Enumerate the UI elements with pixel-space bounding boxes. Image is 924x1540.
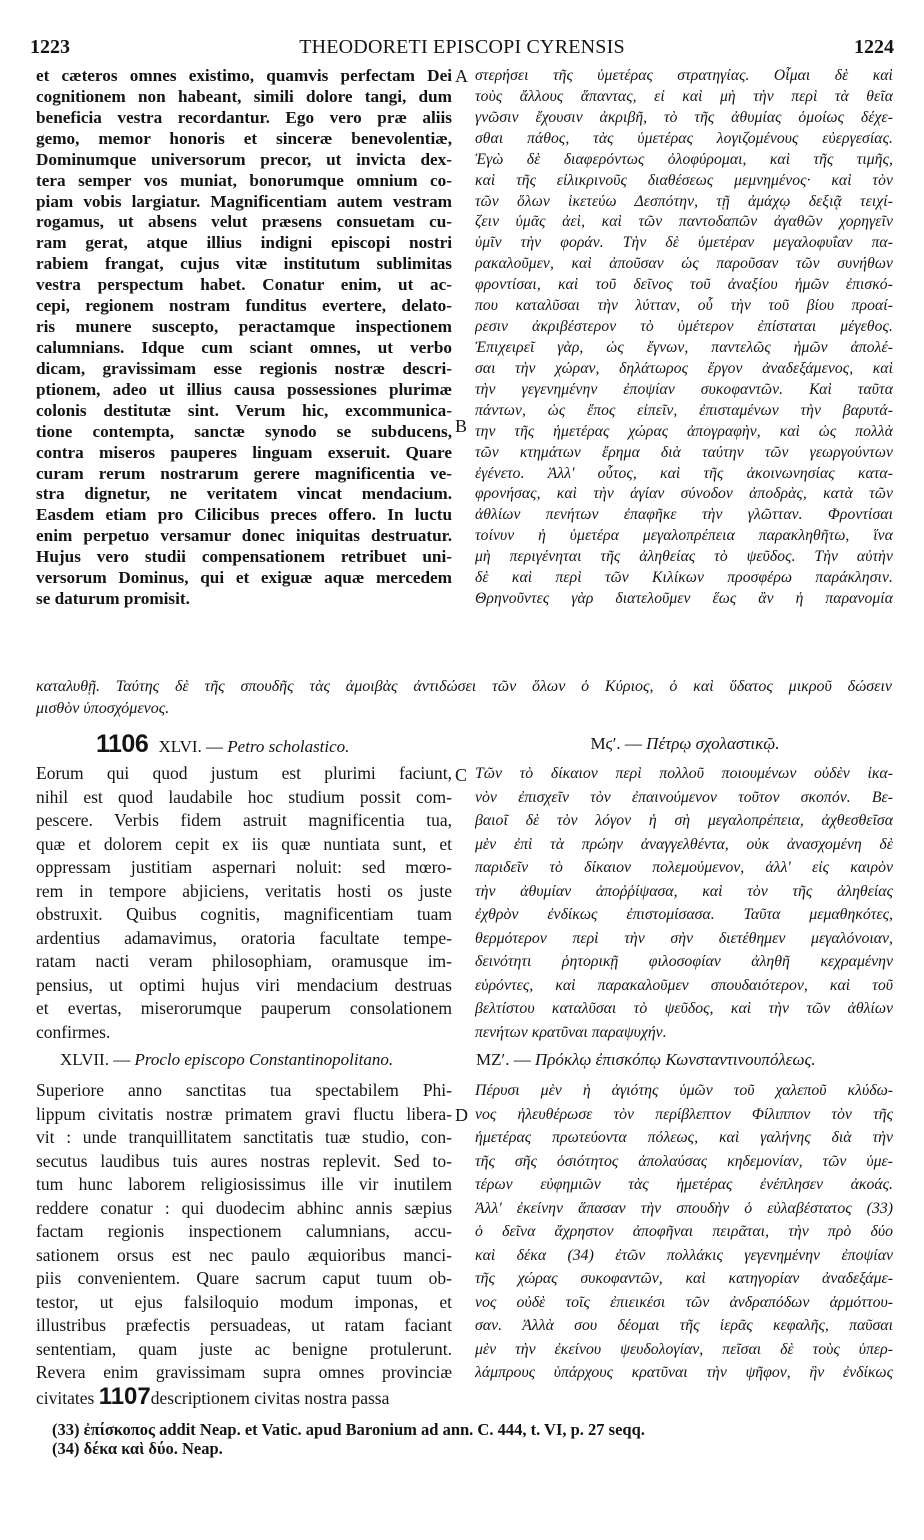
letter-46-greek-heading [476, 734, 894, 754]
latin-text-line: factam regionis inspectionem calumnians, accu- [36, 1221, 452, 1241]
letter-47-greek-text [475, 1079, 893, 1385]
letter-47-greek-heading [476, 1050, 816, 1070]
latin-text-line: rogamus, ut absens velut præsens consuetam cu- [36, 212, 452, 232]
greek-text-line: τοὺς ἄλλους ἅπαντας, εἰ καὶ μὴ τὴν περὶ τὰ θεῖα [475, 87, 893, 105]
latin-text-line: vestra perspectum habet. Conatur enim, ut ac- [36, 275, 452, 295]
margin-marker-b: B [455, 416, 468, 436]
greek-text-line: Ἐγὼ δὲ διαφερόντως ὀλοφύρομαι, καὶ τῆς τιμῆς, [475, 150, 893, 168]
latin-text-line: ptionem, adeo ut illius causa possessiones plurimæ [36, 379, 452, 399]
latin-text-line: curam rerum nostrarum gerere magnificentia ve- [36, 463, 452, 483]
latin-text-line: sationem orsus est nec paulo æquioribus manci- [36, 1244, 452, 1265]
greek-text-line: πάντων, ὡς ἔπος εἰπεῖν, ἐπισταμένων τὴν βαρυτά- [475, 401, 893, 419]
greek-fullwidth-ending [36, 676, 892, 719]
page-number-right: 1224 [854, 36, 894, 58]
letter-46-latin-text [36, 762, 452, 1044]
footnote: (34) δέκα καὶ δύο. Neap. [52, 1439, 223, 1458]
margin-marker-c: C [455, 765, 468, 785]
latin-text-line: nihil est quod laudabile hoc studium possit com- [36, 786, 452, 807]
latin-text-line: pensius, ut optimi hujus viri mendacium destruas [36, 974, 452, 995]
letter-46-greek-text [475, 762, 893, 1044]
greek-text-line: μὴ περιγένηται τῆς ἀληθείας τὸ ψεῦδος. Τὴν αὐτὴν [475, 548, 893, 566]
latin-text-line: et evertas, miserorumque pauperum consolationem [36, 998, 452, 1018]
latin-text-line: pescere. Verbis fidem astruit magnificentia tua, [36, 810, 452, 830]
running-header [30, 36, 894, 62]
letter-46-latin-addressee: Petro scholastico. [227, 737, 350, 756]
latin-text-line: Hujus vero studii compensationem retribuet uni- [36, 547, 452, 567]
latin-text-line: tera semper vos muniat, bonorumque omnium co- [36, 170, 452, 190]
latin-text-line: dicam, gravissimam esse regionis nostræ descri- [36, 358, 452, 378]
latin-text-line: se daturum promisit. [36, 589, 190, 609]
latin-text-line: Eorum qui quod justum est plurimi faciunt, [36, 763, 452, 783]
greek-text-line: πενήτων κρατῦναι παραψυχήν. [475, 1023, 667, 1041]
latin-text-line: piam vobis largiatur. Magnificentiam autem vestram [36, 191, 452, 211]
latin-text-line: piis convenientem. Quare sacrum caput tuum ob- [36, 1268, 452, 1288]
letter-47-greek-addressee: Πρόκλῳ ἐπισκόπῳ Κωνσταντινουπόλεως. [534, 1050, 816, 1069]
greek-text-line: τὴν ἀθυμίαν ἀποῤῥίψασα, καὶ τὸν τῆς ἀληθείας [475, 882, 893, 900]
latin-text-line: Easdem etiam pro Cilicibus preces offero. In luctu [36, 505, 452, 525]
greek-text-line: δὲ καὶ περὶ τῶν Κιλίκων προσφέρω παράκλησιν. [475, 569, 893, 587]
greek-text-line: ρεσιν ἀκριβέστερον τὸ ὑμέτερον ἐπίσταται μέγεθος. [475, 318, 893, 336]
column-number-1107: 1107 [98, 1384, 151, 1410]
latin-text-line: cognitionem non habeant, simili dolore tangi, dum [36, 86, 452, 106]
greek-text-line: μὲν τὴν ἐκείνου ψευδολογίαν, πεῖσαι δὲ τοὺς ὑπερ- [475, 1340, 893, 1358]
latin-text-line: beneficia vestra recordantur. Ego vero præ aliis [36, 107, 452, 127]
footnotes [52, 1420, 892, 1458]
greek-text-line: παριδεῖν τὸ δίκαιον πολεμούμενον, ἀλλ' εἰς καιρὸν [475, 859, 893, 876]
greek-text-line: σθαι πάθος, τὰς ὑμετέρας λογιζομένους εὐεργεσίας. [475, 129, 893, 147]
letter-46-latin-number: XLVI. — [158, 737, 224, 756]
latin-text-line: cepi, regionem nostram funditus evertere, delato- [36, 296, 452, 316]
latin-text-line: gemo, memor honoris et sinceræ benevolentiæ, [36, 128, 452, 148]
greek-text-line: Θρηνοῦντες γὰρ διατελοῦμεν ἕως ἂν ἡ παρανομία [475, 590, 893, 608]
latin-text-line: reddere conatur : qui duodecim abhinc annis sæpius [36, 1197, 452, 1218]
greek-text-line: την τῆς ἡμετέρας χώρας ἀπογραφὴν, καὶ ὡς πολλὰ [475, 422, 893, 440]
greek-text-line: ἡμετέρας πρωτεύοντα πόλεως, καὶ γαλήνης διὰ τὴν [475, 1129, 893, 1146]
letter-47-latin-addressee: Proclo episcopo Constantinopolitano. [134, 1050, 394, 1069]
greek-text-line: τῆς σῆς ὁσιότητος ἀπολαύσας κηδεμονίαν, τῶν ὑμε- [475, 1152, 893, 1170]
latin-text-line: Superiore anno sanctitas tua spectabilem Phi- [36, 1080, 452, 1100]
latin-text-line: tum hunc laborem religiosissimus ille vir inutilem [36, 1174, 452, 1194]
greek-text-line: μὲν ἐπὶ τὰ πρώην ἀναγγελθέντα, οὐκ ἀνασχομένη δὲ [475, 835, 893, 853]
greek-text-line: νὸν ἐπισχεῖν τὸν ἐπαινούμενον τοῦτον σκοπόν. Βε- [475, 788, 893, 806]
latin-text-line: lippum civitatis nostræ primatem gravi fluctu libera- [36, 1103, 452, 1124]
greek-text-line: νος οὐδὲ τοῖς ἐπιεικέσι τῶν ἀνδραπόδων ἁρμόττου- [475, 1293, 893, 1311]
latin-text-line: enim perpetuo versamur donec iniquitas destruatur. [36, 526, 452, 546]
letter-46-greek-number: Μϛʹ. — [590, 734, 642, 753]
margin-marker-a: A [455, 66, 468, 86]
greek-text-line: καταλυθῇ. Ταύτης δὲ τῆς σπουδῆς τὰς ἀμοιβὰς ἀντιδώσει τῶν ὅλων ὁ Κύριος, ὁ καὶ ὕδατος μικροῦ δώσειν [36, 678, 892, 695]
latin-line-fragment: descriptionem civitas nostra passa [150, 1387, 390, 1408]
greek-text-line: νος ἠλευθέρωσε τὸν περίβλεπτον Φίλιππον τὸν τῆς [475, 1105, 893, 1123]
letter-46-greek-addressee: Πέτρῳ σχολαστικῷ. [646, 734, 780, 753]
greek-text-line: καὶ δέκα (34) ἐτῶν πολλάκις γεγενημένην ἐποψίαν [475, 1246, 893, 1264]
greek-text-line: φροντίσαι, καὶ τοῦ δεῖνος τοῦ ἀναξίου ἡμῶν ἐπισκό- [475, 276, 893, 294]
greek-text-line: φρονήσας, καὶ τὴν ἁγίαν σύνοδον ἀποδρὰς, κατὰ τῶν [475, 485, 893, 503]
page-number-left: 1223 [30, 36, 70, 58]
latin-text-line: ris munere suscepto, peractamque inspectionem [36, 317, 452, 337]
letter-47-latin-heading [60, 1050, 393, 1070]
latin-text-line: illustribus præfectis persuadeas, ut ratam faciant [36, 1315, 452, 1335]
greek-text-line: θερμότερον περὶ τὴν σὴν διετέθημεν μεγαλόνοιαν, [475, 929, 893, 947]
latin-text-line: confirmes. [36, 1021, 111, 1042]
greek-text-line: Πέρυσι μὲν ἡ ἁγιότης ὑμῶν τοῦ χαλεποῦ κλύδω- [475, 1082, 893, 1099]
latin-text-line: et cæteros omnes existimo, quamvis perfectam Dei [36, 66, 452, 85]
greek-text-line: ὑμῖν τὴν φοράν. Τὴν δὲ ὑμετέραν μεγαλοφυΐαν πα- [475, 234, 893, 252]
greek-text-line: γνῶσιν ἔχουσιν ἀκριβῆ, τὸ τῆς ἀθυμίας ὁμοίως δέχε- [475, 108, 893, 126]
running-title: THEODORETI EPISCOPI CYRENSIS [299, 36, 625, 58]
latin-text-line: obstruxit. Quibus cognitis, magnificentiam tuam [36, 904, 452, 924]
greek-text-line: βαιοῖ δὲ τὸν λόγον ἡ σὴ μεγαλοπρέπεια, ἀχθεσθεῖσα [475, 812, 893, 829]
latin-text-line: secutus laudibus tuis aures nostras replevit. Sed to- [36, 1150, 452, 1171]
latin-text-line: quæ et dolorem cepit ex iis quæ nuntiata sunt, et [36, 833, 452, 854]
greek-text-line: ζειν ὑμᾶς ἀεὶ, καὶ τῶν παντοδαπῶν ἀγαθῶν χορηγεῖν [475, 213, 893, 231]
latin-line-with-column-number [36, 1385, 452, 1411]
greek-text-line: σαν. Ἀλλὰ σου δέομαι τῆς ἱερᾶς κεφαλῆς, παῦσαι [475, 1317, 893, 1334]
latin-text-line: contra miseros pauperes linguam exseruit. Quare [36, 442, 452, 462]
letter-47-greek-number: ΜΖʹ. — [476, 1050, 531, 1069]
latin-text-line: versorum Dominus, qui et exiguæ aquæ mercedem [36, 568, 452, 588]
greek-text-line: εὑρόντες, καὶ παρακαλοῦμεν σπουδαιότερον, καὶ τοῦ [475, 976, 893, 994]
letter-47-latin-text [36, 1079, 452, 1410]
latin-text-line: ardentius adamavimus, oratoria facultate tempe- [36, 927, 452, 948]
latin-text-line: oppressam justitiam aspernari noluit: sed mœro- [36, 857, 452, 877]
greek-text-line: τὴν γεγενημένην ἐποψίαν συκοφαντῶν. Καὶ ταῦτα [475, 380, 893, 398]
greek-text-line: Τῶν τὸ δίκαιον περὶ πολλοῦ ποιουμένων οὐδὲν ἱκα- [475, 765, 893, 782]
latin-text-line: rem in tempore abjiciens, veritatis hosti os juste [36, 880, 452, 901]
latin-text-line: Revera enim gravissimam supra omnes provinciæ [36, 1362, 452, 1382]
letter-46-latin-heading [96, 730, 456, 759]
latin-text-line: ram gerat, atque illius indigni episcopi nostri [36, 233, 452, 253]
latin-text-line: testor, ut ejus falsiloquio modum imponas, et [36, 1291, 452, 1312]
latin-text-line: colonis destitutæ sint. Verum hic, excommunica- [36, 400, 452, 420]
latin-text-line: Dominumque universorum precor, ut invicta dex- [36, 149, 452, 169]
latin-text-line: vit : unde tranquillitatem sanctitatis tuæ studio, con- [36, 1127, 452, 1147]
latin-text-line: calumnians. Idque cum sciant omnes, ut verbo [36, 337, 452, 357]
greek-text-line: λάμπρους ὑπάρχους κρατῦναι τὴν ψῆφον, ἣν ἐνδίκως [475, 1364, 893, 1381]
footnote: (33) ἐπίσκοπος addit Neap. et Vatic. apud Baronium ad ann. C. 444, t. VI, p. 27 seqq. [52, 1420, 645, 1439]
greek-text-line: που καταλῦσαι τὴν λύτταν, οὗ τὴν τοῦ βίου προαί- [475, 297, 893, 315]
letter-47-latin-number: XLVII. — [60, 1050, 131, 1069]
latin-text-line: sententiam, quam juste ac benigne protulerunt. [36, 1338, 452, 1359]
greek-text-line: σαι τὴν χώραν, δηλάτωρος ἔργον ἀναδεξάμενος, καὶ [475, 359, 893, 377]
latin-line-fragment: civitates [36, 1387, 95, 1408]
greek-text-line: μισθὸν ὑποσχόμενος. [36, 699, 170, 717]
margin-marker-d: D [455, 1105, 468, 1125]
latin-text-line: rabiem frangat, cujus vitæ institutum sublimitas [36, 254, 452, 274]
greek-text-line: καὶ τῆς εἰλικρινοῦς διαθέσεως μεμνημένος· καὶ τὸν [475, 171, 893, 189]
greek-text-line: δεινότητι ῥητορικῇ φιλοσοφίαν ἀληθῆ κεχραμένην [475, 953, 893, 970]
greek-text-line: τῶν ὅλων ἱκετεύω Δεσπότην, τῇ ἀμάχῳ δεξιᾷ τειχί- [475, 192, 893, 210]
greek-text-line: ὁ δεῖνα ἄχρηστον ἀποφῆναι πειρᾶται, τὴν πρὸ δύο [475, 1223, 893, 1240]
latin-text-line: tione contempta, sanctæ synodo se subducens, [36, 421, 452, 441]
greek-text-line: τῶν κτημάτων ἔρημα διὰ ταύτην τῶν γεωργούντων [475, 443, 893, 461]
latin-text-line: stra dignetur, ne veritatem vincat mendacium. [36, 484, 452, 504]
greek-text-line: Ἐπιχειρεῖ γὰρ, ὡς ἔγνων, παντελῶς ἡμῶν ἀπολέ- [475, 338, 893, 356]
greek-text-line: τοίνυν ἡ ὑμετέρα μεγαλοπρέπεια παρακληθῆτω, ἵνα [475, 527, 893, 545]
greek-text-line: τέρων εὐφημιῶν τὰς ἡμετέρας ἐνέπλησεν ἀκοάς. [475, 1176, 893, 1193]
greek-text-line: Ἀλλ' ἐκείνην ἅπασαν τὴν σπουδὴν ὁ εὐλαβέστατος (33) [475, 1199, 893, 1217]
greek-text-line: ἀθλίων πενήτων ἐπαφῆκε τὴν γλῶτταν. Φροντίσαι [475, 506, 893, 524]
greek-text-line: βελτίστου καταλῦσαι τὸ ψεῦδος, καὶ τὴν τῶν ἀθλίων [475, 1000, 893, 1017]
latin-column-block1 [36, 66, 452, 610]
latin-text-line: ratam nacti veram philosophiam, oramusque im- [36, 951, 452, 971]
greek-text-line: ἐγένετο. Ἀλλ' οὗτος, καὶ τῆς ἀκοινωνησίας κατα- [475, 464, 893, 482]
greek-text-line: ἐχθρὸν ἐνδίκως ἐπιστομίσασα. Ταῦτα μεμαθηκότες, [475, 906, 893, 923]
greek-text-line: τῆς χώρας συκοφαντῶν, καὶ κατηγορίαν ἀναδεξάμε- [475, 1270, 893, 1287]
greek-column-block1 [475, 66, 893, 610]
column-number-1106: 1106 [96, 730, 149, 758]
greek-text-line: στερήσει τῆς ὑμετέρας στρατηγίας. Οἶμαι δὲ καὶ [475, 67, 893, 84]
greek-text-line: ρακαλοῦμεν, καὶ ἀποῦσαν ὡς παροῦσαν τῶν συνήθων [475, 255, 893, 273]
